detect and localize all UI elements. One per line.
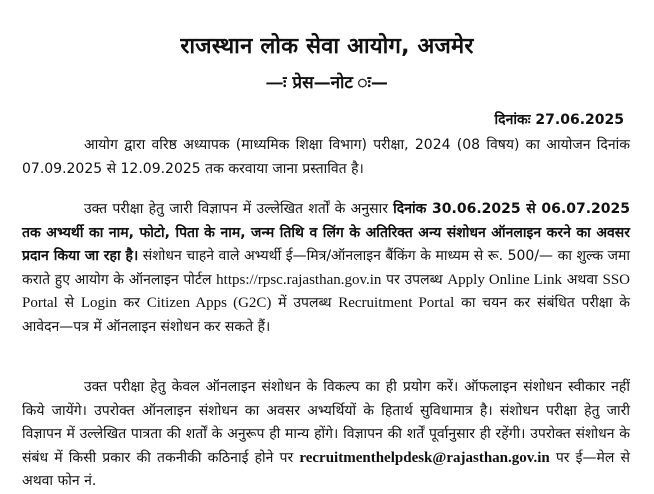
login-text: Login: [80, 295, 117, 311]
paragraph-correction-window: [22, 198, 630, 339]
citizen-apps-text: Citizen Apps (G2C): [146, 295, 272, 311]
connector-text: में उपलब्ध: [271, 295, 339, 311]
paragraph-online-only: [22, 376, 630, 494]
connector-text: पर उपलब्ध: [381, 271, 448, 288]
apply-online-link[interactable]: Apply Online Link: [447, 271, 563, 288]
release-date: दिनांकः 27.06.2025: [494, 112, 624, 128]
correction-end-text: का चयन कर संबंधित परीक्षा के आवेदन—पत्र में ऑनलाइन संशोधन कर सकते हैं।: [22, 295, 630, 335]
correction-dates-bold-text: दिनांक 30.06.2025 से 06.07.2025 तक अभ्यर्थी का नाम, फोटो, पिता के नाम, जन्म तिथि व लिंग के अतिरिक्त अन्य संशोधन ऑनलाइन करने का अवसर प्रदान किया जा रहा है।: [22, 201, 630, 264]
connector-text: अथवा: [562, 271, 603, 288]
connector-text: कर: [116, 295, 147, 311]
correction-intro-text: उक्त परीक्षा हेतु जारी विज्ञापन में उल्लेखित शर्तों के अनुसार: [84, 201, 394, 217]
online-only-text: उक्त परीक्षा हेतु केवल ऑनलाइन संशोधन के विकल्प का ही प्रयोग करें। ऑफलाइन संशोधन स्वीकार नहीं किये जायेंगे। उपरोक्त ऑनलाइन संशोधन का अवसर अभ्यर्थियों के हितार्थ सुविधामात्र है। संशोधन परीक्षा हेतु जारी विज्ञापन में उल्लेखित पात्रता की शर्तों के अनुरूप ही मान्य होंगे। विज्ञापन की शर्तें पूर्वानुसार ही रहेंगी। उपरोक्त संशोधन के संबंध में किसी प्रकार की तकनीकी कठिनाई होने पर: [22, 379, 630, 466]
connector-text: से: [57, 295, 81, 311]
recruitment-portal-text: Recruitment Portal: [338, 295, 455, 311]
portal-url-link[interactable]: https://rpsc.rajasthan.gov.in: [216, 271, 382, 288]
online-only-end-text: पर ई—मेल से अथवा फोन नं.: [22, 449, 630, 489]
correction-fee-text: संशोधन चाहने वाले अभ्यर्थी ई—मित्र/ऑनलाइन बैंकिंग के माध्यम से रू. 500/— का शुल्क जमा कराते हुए आयोग के ऑनलाइन पोर्टल: [22, 248, 630, 288]
paragraph-exam-schedule-text: आयोग द्वारा वरिष्ठ अध्यापक (माध्यमिक शिक्षा विभाग) परीक्षा, 2024 (08 विषय) का आयोजन दिनांक 07.09.2025 से 12.09.2025 तक करवाया जाना प्रस्तावित है।: [22, 137, 630, 177]
press-note-heading: —ः प्रेस—नोट ः—: [266, 73, 388, 93]
sso-portal-link[interactable]: SSO Portal: [22, 271, 631, 311]
helpdesk-email-link[interactable]: recruitmenthelpdesk@rajasthan.gov.in: [299, 449, 550, 466]
paragraph-exam-schedule: [22, 134, 630, 181]
commission-title: राजस्थान लोक सेवा आयोग, अजमेर: [180, 34, 474, 59]
